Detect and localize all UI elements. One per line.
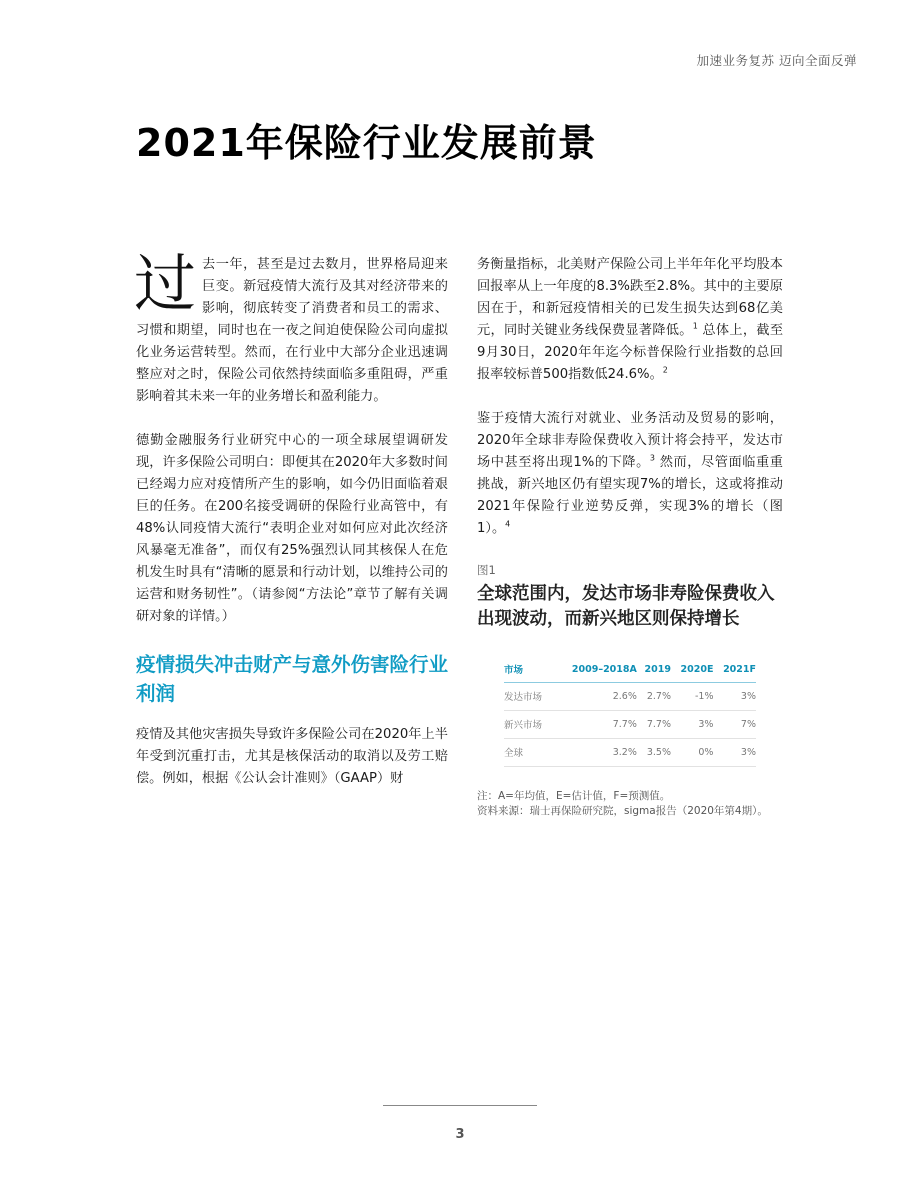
right-column <box>477 254 783 819</box>
table-header-cell: 2021F <box>713 658 756 683</box>
dropcap-letter: 过 <box>134 247 197 320</box>
table-cell: 发达市场 <box>504 683 553 711</box>
table-header-cell: 2019 <box>637 658 671 683</box>
table-cell: 0% <box>671 739 713 767</box>
left-column <box>134 247 449 812</box>
table-cell: 3% <box>713 683 756 711</box>
figure-title: 全球范围内，发达市场非寿险保费收入出现波动，而新兴地区则保持增长 <box>477 584 775 629</box>
table-cell: 全球 <box>504 739 553 767</box>
footer-divider <box>383 1105 537 1106</box>
roe-paragraph-text-b: 总体上，截至9月30日，2020年年迄今标普保险行业指数的总回报率较标普500指数低24.6%。 <box>477 323 784 382</box>
table-header-cell: 市场 <box>504 658 553 683</box>
table-row <box>504 739 756 767</box>
footnote-ref-1[interactable]: 1 <box>692 321 698 331</box>
table-cell: 2.7% <box>637 683 671 711</box>
survey-paragraph: 德勤金融服务行业研究中心的一项全球展望调研发现，许多保险公司明白：即便其在2020年大多数时间已经竭力应对疫情所产生的影响，如今仍旧面临着艰巨的任务。在200名接受调研的保险行业高管中，有48%认同疫情大流行“表明企业对如何应对此次经济风暴毫无准备”，而仅有25%强烈认同其核保人在危机发生时具有“清晰的愿景和行动计划，以维持公司的运营和财务韧性”。（请参阅“方法论”章节了解有关调研对象的详情。） <box>136 433 448 624</box>
premium-paragraph <box>477 408 783 540</box>
figure-label: 图1 <box>477 563 496 577</box>
figure-source: 资料来源：瑞士再保险研究院，sigma报告（2020年第4期）。 <box>477 805 768 817</box>
footnote-ref-3[interactable]: 3 <box>649 453 655 463</box>
section-heading: 疫情损失冲击财产与意外伤害险行业利润 <box>136 653 449 705</box>
figure-1 <box>477 562 783 819</box>
table-header-cell: 2009–2018A <box>553 658 637 683</box>
roe-paragraph <box>477 254 783 386</box>
table-row <box>504 711 756 739</box>
footnote-ref-4[interactable]: 4 <box>505 519 511 529</box>
figure-note: 注：A=年均值，E=估计值，F=预测值。 <box>477 790 671 802</box>
table-cell: 3% <box>713 739 756 767</box>
premium-growth-table <box>504 658 756 767</box>
page-title: 2021年保险行业发展前景 <box>136 121 597 165</box>
table-cell: 3% <box>671 711 713 739</box>
intro-paragraph-text: 去一年，甚至是过去数月，世界格局迎来巨变。新冠疫情大流行及其对经济带来的影响，彻底转变了消费者和员工的需求、习惯和期望，同时也在一夜之间迫使保险公司向虚拟化业务运营转型。然而，在行业中大部分企业迅速调整应对之时，保险公司依然持续面临多重阻碍，严重影响着其未来一年的业务增长和盈利能力。 <box>136 257 448 404</box>
roe-paragraph-text-a: 务衡量指标，北美财产保险公司上半年年化平均股本回报率从上一年度的8.3%跌至2.8%。其中的主要原因在于，和新冠疫情相关的已发生损失达到68亿美元，同时关键业务线保费显著降低。 <box>477 257 783 338</box>
premium-paragraph-text-b: 然而，尽管面临重重挑战，新兴地区仍有望实现7%的增长，这或将推动2021年保险行业逆势反弹，实现3%的增长（图1）。 <box>477 455 783 536</box>
table-header-row <box>504 658 756 683</box>
table-cell: 3.2% <box>553 739 637 767</box>
losses-paragraph: 疫情及其他灾害损失导致许多保险公司在2020年上半年受到沉重打击，尤其是核保活动的取消以及劳工赔偿。例如，根据《公认会计准则》（GAAP）财 <box>136 727 448 786</box>
table-header-cell: 2020E <box>671 658 713 683</box>
table-cell: 7.7% <box>637 711 671 739</box>
table-cell: -1% <box>671 683 713 711</box>
footnote-ref-2[interactable]: 2 <box>662 365 668 375</box>
table-cell: 7% <box>713 711 756 739</box>
figure-notes <box>477 789 783 819</box>
premium-paragraph-text-a: 鉴于疫情大流行对就业、业务活动及贸易的影响，2020年全球非寿险保费收入预计将会持平，发达市场中甚至将出现1%的下降。 <box>477 411 783 470</box>
intro-paragraph <box>134 247 448 408</box>
table-cell: 新兴市场 <box>504 711 553 739</box>
table-cell: 7.7% <box>553 711 637 739</box>
table-row <box>504 683 756 711</box>
running-header: 加速业务复苏 迈向全面反弹 <box>696 53 857 68</box>
table-cell: 2.6% <box>553 683 637 711</box>
table-cell: 3.5% <box>637 739 671 767</box>
page-number: 3 <box>455 1127 465 1142</box>
